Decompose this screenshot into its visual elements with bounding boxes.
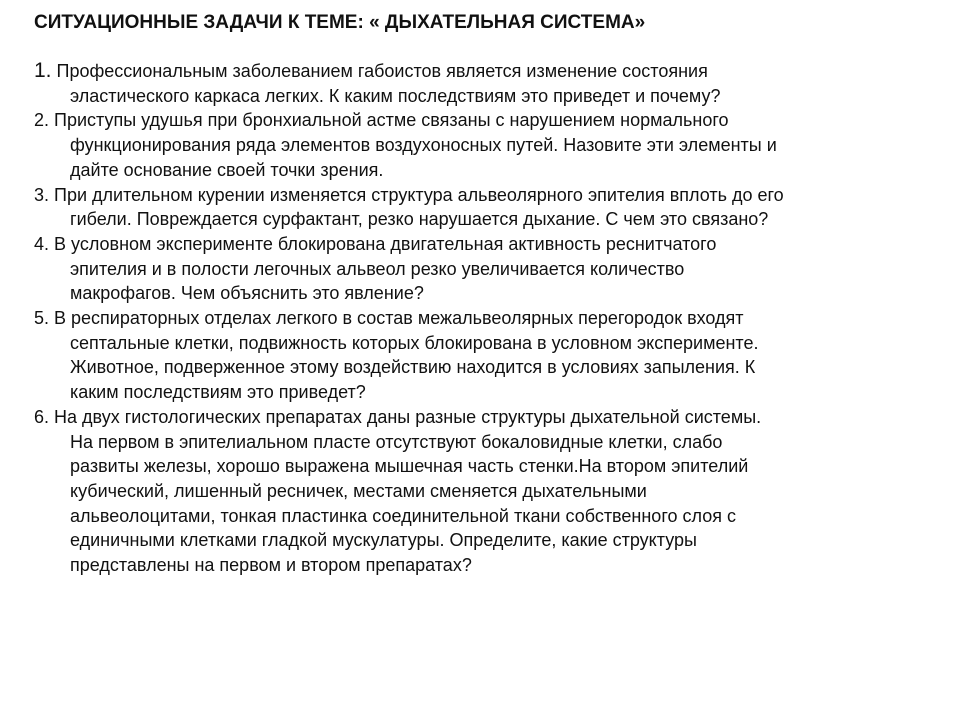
task-6-line-4: кубический, лишенный ресничек, местами сменяется дыхательными [70,480,647,501]
task-6 [34,405,926,578]
task-6-line-7: представлены на первом и втором препаратах? [70,555,472,576]
task-5-number: 5. [34,308,50,329]
task-4 [34,232,926,306]
task-4-line-3: макрофагов. Чем объяснить это явление? [70,283,424,304]
task-5-line-3: Животное, подверженное этому воздействию находится в условиях запыления. К [70,357,756,378]
slide-title: СИТУАЦИОННЫЕ ЗАДАЧИ К ТЕМЕ: « ДЫХАТЕЛЬНАЯ СИСТЕМА» [34,12,646,33]
task-2-number: 2. [34,110,50,131]
task-2-text-1: Приступы удушья при бронхиальной астме связаны с нарушением нормального [49,110,729,131]
task-4-line-1 [34,232,926,257]
task-5-line-1 [34,306,926,331]
task-5 [34,306,926,405]
task-4-text-1: В условном эксперименте блокирована двигательная активность реснитчатого [49,233,717,254]
task-3-line-2: гибели. Повреждается сурфактант, резко нарушается дыхание. С чем это связано? [70,209,769,230]
task-6-text-1: На двух гистологических препаратах даны разные структуры дыхательной системы. [49,406,762,427]
task-6-line-3: развиты железы, хорошо выражена мышечная часть стенки.На втором эпителий [70,456,749,477]
task-6-line-1 [34,405,926,430]
task-4-number: 4. [34,233,50,254]
task-1-number: 1. [34,59,52,82]
task-4-line-2: эпителия и в полости легочных альвеол резко увеличивается количество [70,258,685,279]
task-5-line-4: каким последствиям это приведет? [70,382,366,403]
task-3-line-1 [34,183,926,208]
task-2-line-3: дайте основание своей точки зрения. [70,159,384,180]
task-2-line-1 [34,108,926,133]
task-3-text-1: При длительном курении изменяется структура альвеолярного эпителия вплоть до его [49,184,784,205]
task-6-number: 6. [34,406,50,427]
task-2-line-2: функционирования ряда элементов воздухоносных путей. Назовите эти элементы и [70,135,777,156]
task-3-number: 3. [34,184,50,205]
task-1-line-2: эластического каркаса легких. К каким последствиям это приведет и почему? [70,85,721,106]
task-6-line-5: альвеолоцитами, тонкая пластинка соединительной ткани собственного слоя с [70,505,736,526]
task-1-line-1 [34,59,926,84]
task-2 [34,108,926,182]
task-5-line-2: септальные клетки, подвижность которых блокирована в условном эксперименте. [70,332,759,353]
task-3 [34,183,926,232]
task-6-line-6: единичными клетками гладкой мускулатуры. Определите, какие структуры [70,530,697,551]
task-1-text-1: Профессиональным заболеванием габоистов является изменение состояния [51,61,708,81]
task-1 [34,59,926,108]
task-5-text-1: В респираторных отделах легкого в состав межальвеолярных перегородок входят [49,308,744,329]
task-6-line-2: На первом в эпителиальном пласте отсутствуют бокаловидные клетки, слабо [70,431,723,452]
